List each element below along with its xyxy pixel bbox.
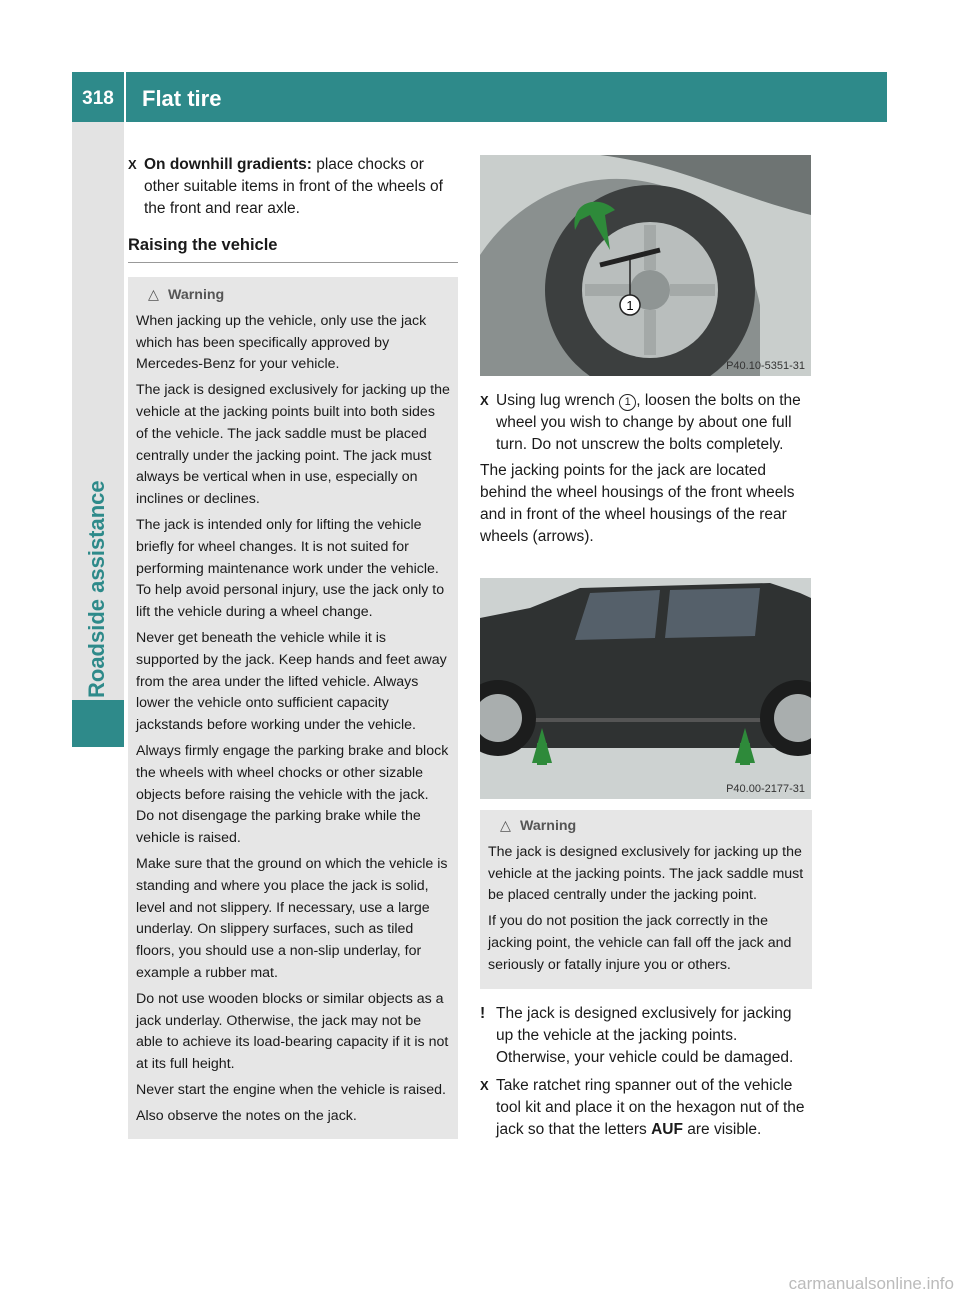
note-text: The jack is designed exclusively for jacking up the vehicle at the jacking points. Otherwise, your vehicle could be damaged. [496, 1004, 794, 1066]
step-text: are visible. [682, 1120, 762, 1138]
side-tab-label: Roadside assistance [84, 480, 109, 698]
step-marker-icon: X [480, 1077, 489, 1093]
step-text: Take ratchet ring spanner out of the vehicle tool kit and place it on the hexagon nut of the jack so that the letters [496, 1076, 805, 1138]
jacking-points-image [480, 578, 811, 799]
jacking-points-paragraph: The jacking points for the jack are located behind the wheel housings of the front wheels and in front of the wheel housings of the rear wheels (arrows). [480, 462, 795, 545]
warning-header [148, 285, 450, 307]
warning-box [480, 810, 812, 989]
step-text: place chocks or other suitable items in front of the wheels of the front and rear axle. [144, 156, 443, 217]
callout-icon: 1 [619, 394, 636, 411]
warning-title: Warning [168, 287, 225, 303]
step-bold: AUF [651, 1120, 683, 1138]
warning-paragraph: Never get beneath the vehicle while it is supported by the jack. Keep hands and feet away from the area under the lifted vehicle. Always lower the vehicle onto sufficient capacity jackstands before working under the vehicle. [136, 629, 447, 734]
warning-triangle-icon: △ [500, 818, 511, 834]
step-bold: On downhill gradients: [144, 156, 312, 173]
page-header [72, 72, 887, 122]
warning-paragraph: The jack is designed exclusively for jacking up the vehicle at the jacking points built into both sides of the vehicle. The jack saddle must be placed centrally under the jacking point. The jack must always be vertical when in use, especially on inclines or declines. [136, 382, 450, 508]
image-caption: P40.10-5351-31 [726, 360, 805, 372]
warning-paragraph: Never start the engine when the vehicle is raised. [136, 1081, 446, 1098]
step-text: , loosen the bolts on the wheel you wish to change by about one full turn. Do not unscrew the bolts completely. [496, 392, 801, 453]
section-heading: Raising the vehicle [128, 234, 458, 263]
warning-paragraph: Make sure that the ground on which the vehicle is standing and where you place the jack is solid, level and not slippery. If necessary, use a large underlay. On slippery surfaces, such as tiled floors, you should use a non-slip underlay, for example a rubber mat. [136, 855, 448, 981]
step-loosen-bolts [480, 390, 812, 456]
warning-paragraph: The jack is intended only for lifting the vehicle briefly for wheel changes. It is not suited for performing maintenance work under the vehicle. To help avoid personal injury, use the jack only to lift the vehicle during a wheel change. [136, 516, 445, 621]
step-ratchet [480, 1075, 812, 1141]
warning-header [500, 816, 804, 838]
warning-box [128, 277, 458, 1139]
warning-paragraph: Also observe the notes on the jack. [136, 1107, 357, 1124]
callout-number: 1 [626, 298, 634, 313]
step-marker-icon: X [480, 393, 489, 408]
side-tab-marker [72, 700, 124, 747]
watermark: carmanualsonline.info [788, 1274, 954, 1293]
warning-paragraph: Do not use wooden blocks or similar objects as a jack underlay. Otherwise, the jack may not be able to achieve its load-bearing capacity if it is not at its full height. [136, 990, 449, 1073]
exclamation-icon: ! [480, 1004, 486, 1022]
left-column [128, 154, 458, 1139]
warning-triangle-icon: △ [148, 287, 159, 303]
warning-paragraph: The jack is designed exclusively for jacking up the vehicle at the jacking points. The jack saddle must be placed centrally under the jacking point. [488, 843, 804, 904]
warning-title: Warning [520, 818, 577, 834]
warning-paragraph: Always firmly engage the parking brake and block the wheels with wheel chocks or other sizable objects before raising the vehicle with the jack. Do not disengage the parking brake while the vehicle is raised. [136, 742, 449, 847]
step-marker-icon: X [128, 157, 137, 172]
image-caption: P40.00-2177-31 [726, 783, 805, 795]
page-number: 318 [72, 72, 126, 122]
step-downhill [128, 154, 458, 220]
right-column-lower [480, 810, 812, 1141]
vehicle-side-illustration [480, 578, 811, 799]
lug-wrench-image [480, 155, 811, 376]
lug-wrench-illustration [480, 155, 811, 376]
page-title: Flat tire [142, 86, 222, 111]
warning-paragraph: When jacking up the vehicle, only use the jack which has been specifically approved by Mercedes-Benz for your vehicle. [136, 312, 427, 373]
warning-paragraph: If you do not position the jack correctly in the jacking point, the vehicle can fall off the jack and seriously or fatally injure you or others. [488, 913, 792, 973]
note-damage [480, 1003, 812, 1069]
right-column [480, 390, 812, 548]
step-text: Using lug wrench [496, 392, 620, 409]
